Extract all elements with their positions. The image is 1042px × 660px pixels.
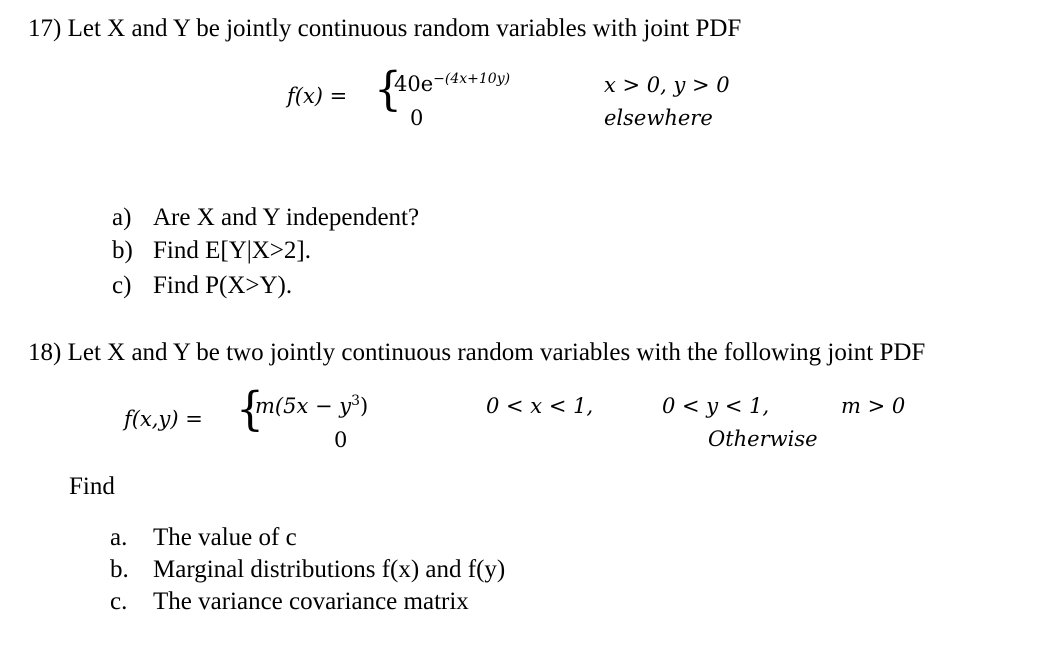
q17-heading: 17) Let X and Y be jointly continuous random variables with joint PDF (28, 15, 742, 42)
q18-part-a-label: a. (110, 524, 128, 551)
q17-case1-exponent: −(4x+10y) (433, 71, 511, 87)
q18-part-b-text: Marginal distributions f(x) and f(y) (153, 556, 506, 583)
q18-case2-value: 0 (334, 428, 348, 452)
q17-part-a-label: a) (112, 204, 132, 231)
q17-case1-condition: x > 0, y > 0 (604, 73, 730, 97)
q18-part-c-label: c. (110, 588, 128, 615)
q17-case1 (394, 71, 510, 96)
q18-lhs: f(x,y) = (124, 407, 203, 431)
q17-brace: { (374, 62, 402, 117)
q18-find-label: Find (69, 473, 115, 500)
q18-case2-condition: Otherwise (708, 427, 818, 451)
q18-brace: { (236, 382, 264, 437)
q18-part-a-text: The value of c (153, 524, 297, 551)
q18-case1-close: ) (360, 394, 369, 418)
q17-case1-coef: 40e (394, 72, 434, 96)
q18-condition-y: 0 < y < 1, (662, 394, 770, 418)
q18-part-c-text: The variance covariance matrix (153, 588, 469, 615)
q17-part-a-text: Are X and Y independent? (153, 204, 420, 231)
q17-case2-value: 0 (410, 106, 424, 130)
q17-part-b-label: b) (112, 237, 133, 264)
q18-condition-m: m > 0 (841, 394, 906, 418)
q17-part-c-text: Find P(X>Y). (153, 272, 293, 299)
q18-case1 (255, 393, 368, 418)
q17-lhs: f(x) = (287, 84, 348, 108)
q18-case1-exponent: 3 (351, 393, 361, 409)
q17-part-b-text: Find E[Y|X>2]. (153, 237, 311, 264)
q18-condition-x: 0 < x < 1, (486, 394, 594, 418)
q18-case1-expr: m(5x − y (255, 394, 352, 418)
q17-case2-condition: elsewhere (604, 106, 713, 130)
q17-part-c-label: c) (112, 272, 132, 299)
q18-heading: 18) Let X and Y be two jointly continuous random variables with the following joint PDF (28, 339, 926, 366)
q18-part-b-label: b. (110, 556, 129, 583)
